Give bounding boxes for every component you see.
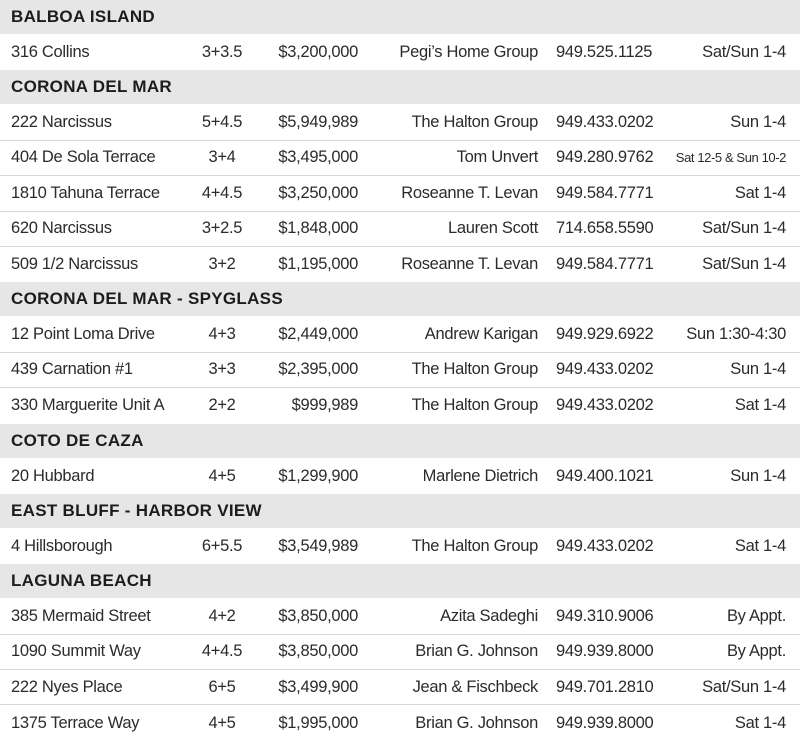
listing-row <box>0 212 800 247</box>
listing-phone: 949.280.9762 <box>556 148 654 167</box>
listing-phone: 949.939.8000 <box>556 713 654 732</box>
area-header: CORONA DEL MAR <box>0 70 800 105</box>
listing-address: 385 Mermaid Street <box>11 606 151 625</box>
listing-address: 1810 Tahuna Terrace <box>11 183 160 202</box>
area-section <box>0 282 800 423</box>
area-header: EAST BLUFF - HARBOR VIEW <box>0 494 800 529</box>
listing-bed-bath: 3+4 <box>208 148 236 167</box>
listing-agent: Pegi’s Home Group <box>399 43 538 62</box>
listing-address: 620 Narcissus <box>11 219 112 238</box>
area-section <box>0 494 800 564</box>
listing-hours: Sun 1-4 <box>730 113 786 132</box>
listing-bed-bath: 2+2 <box>208 396 236 415</box>
listing-price: $3,850,000 <box>278 606 358 625</box>
listing-phone: 949.525.1125 <box>556 43 653 62</box>
listing-bed-bath: 3+2 <box>208 255 236 274</box>
listing-price: $1,299,900 <box>278 466 358 485</box>
listing-address: 404 De Sola Terrace <box>11 148 156 167</box>
listing-row <box>0 176 800 211</box>
listing-bed-bath: 6+5 <box>208 677 236 696</box>
listing-address: 1375 Terrace Way <box>11 713 140 732</box>
listing-row <box>0 635 800 670</box>
listing-bed-bath: 4+5 <box>208 466 236 485</box>
listing-row <box>0 247 800 282</box>
listing-address: 330 Marguerite Unit A <box>11 396 165 415</box>
listing-price: $2,395,000 <box>278 360 358 379</box>
listing-phone: 949.310.9006 <box>556 606 654 625</box>
listing-agent: Marlene Dietrich <box>422 466 538 485</box>
listing-price: $1,995,000 <box>278 713 358 732</box>
listing-hours: Sat 12-5 & Sun 10-2 <box>675 150 786 166</box>
listing-phone: 949.433.0202 <box>556 537 654 556</box>
listing-agent: Azita Sadeghi <box>440 606 538 625</box>
listing-address: 4 Hillsborough <box>11 537 113 556</box>
listing-address: 1090 Summit Way <box>11 642 141 661</box>
area-section <box>0 70 800 282</box>
listing-row <box>0 459 800 494</box>
listing-agent: Roseanne T. Levan <box>401 255 538 274</box>
listing-phone: 949.433.0202 <box>556 396 654 415</box>
listing-agent: The Halton Group <box>411 396 538 415</box>
listing-bed-bath: 3+3 <box>208 360 236 379</box>
listing-address: 316 Collins <box>11 43 90 62</box>
listing-row <box>0 105 800 140</box>
listing-phone: 714.658.5590 <box>556 219 654 238</box>
area-header: LAGUNA BEACH <box>0 564 800 599</box>
listing-row <box>0 529 800 564</box>
listing-price: $3,499,900 <box>278 677 358 696</box>
listing-agent: Andrew Karigan <box>424 325 538 344</box>
area-section <box>0 424 800 494</box>
listing-phone: 949.701.2810 <box>556 677 654 696</box>
listing-price: $3,250,000 <box>278 183 358 202</box>
listing-row <box>0 705 800 740</box>
listing-price: $1,195,000 <box>278 255 358 274</box>
listing-hours: Sat/Sun 1-4 <box>702 255 786 274</box>
listing-price: $2,449,000 <box>278 325 358 344</box>
listing-row <box>0 388 800 423</box>
listing-phone: 949.929.6922 <box>556 325 654 344</box>
listing-hours: Sat/Sun 1-4 <box>702 219 786 238</box>
listing-agent: Jean & Fischbeck <box>412 677 538 696</box>
listing-row <box>0 35 800 70</box>
listing-agent: The Halton Group <box>411 537 538 556</box>
listing-agent: Brian G. Johnson <box>415 713 538 732</box>
listing-bed-bath: 6+5.5 <box>201 537 243 556</box>
listing-hours: By Appt. <box>726 606 786 625</box>
listing-hours: By Appt. <box>726 642 786 661</box>
listing-price: $3,495,000 <box>278 148 358 167</box>
listing-hours: Sun 1-4 <box>730 466 786 485</box>
listing-phone: 949.584.7771 <box>556 255 654 274</box>
listing-agent: Brian G. Johnson <box>415 642 538 661</box>
listing-agent: Tom Unvert <box>456 148 538 167</box>
listing-price: $3,549,989 <box>278 537 358 556</box>
listing-hours: Sun 1:30-4:30 <box>686 325 786 344</box>
listing-hours: Sat 1-4 <box>734 183 786 202</box>
listing-bed-bath: 3+2.5 <box>201 219 243 238</box>
listing-phone: 949.584.7771 <box>556 183 654 202</box>
listing-price: $1,848,000 <box>278 219 358 238</box>
listing-bed-bath: 4+5 <box>208 713 236 732</box>
listing-bed-bath: 3+3.5 <box>201 43 243 62</box>
listing-address: 12 Point Loma Drive <box>11 325 155 344</box>
listing-agent: The Halton Group <box>411 113 538 132</box>
listing-price: $3,850,000 <box>278 642 358 661</box>
listing-hours: Sun 1-4 <box>730 360 786 379</box>
listing-price: $999,989 <box>291 396 358 415</box>
listing-row <box>0 317 800 352</box>
listing-bed-bath: 4+2 <box>208 606 236 625</box>
listing-row <box>0 599 800 634</box>
listing-bed-bath: 5+4.5 <box>201 113 243 132</box>
listing-hours: Sat 1-4 <box>734 396 786 415</box>
listing-address: 222 Narcissus <box>11 113 112 132</box>
area-section <box>0 564 800 741</box>
listing-phone: 949.433.0202 <box>556 360 654 379</box>
listing-agent: Roseanne T. Levan <box>401 183 538 202</box>
listing-hours: Sat/Sun 1-4 <box>702 43 786 62</box>
listing-agent: The Halton Group <box>411 360 538 379</box>
listing-bed-bath: 4+3 <box>208 325 236 344</box>
area-header: CORONA DEL MAR - SPYGLASS <box>0 282 800 317</box>
listing-row <box>0 141 800 176</box>
listing-address: 20 Hubbard <box>11 466 95 485</box>
listing-hours: Sat 1-4 <box>734 713 786 732</box>
listing-price: $5,949,989 <box>278 113 358 132</box>
listing-bed-bath: 4+4.5 <box>201 642 243 661</box>
listing-price: $3,200,000 <box>278 43 358 62</box>
listing-bed-bath: 4+4.5 <box>201 183 243 202</box>
listing-phone: 949.400.1021 <box>556 466 654 485</box>
listing-agent: Lauren Scott <box>448 219 538 238</box>
listing-phone: 949.939.8000 <box>556 642 654 661</box>
listing-phone: 949.433.0202 <box>556 113 654 132</box>
listing-hours: Sat 1-4 <box>734 537 786 556</box>
listing-address: 222 Nyes Place <box>11 677 123 696</box>
area-header: BALBOA ISLAND <box>0 0 800 35</box>
listing-row <box>0 353 800 388</box>
listing-hours: Sat/Sun 1-4 <box>702 677 786 696</box>
listing-address: 439 Carnation #1 <box>11 360 133 379</box>
area-section <box>0 0 800 70</box>
listing-address: 509 1/2 Narcissus <box>11 255 138 274</box>
area-header: COTO DE CAZA <box>0 424 800 459</box>
listing-row <box>0 670 800 705</box>
